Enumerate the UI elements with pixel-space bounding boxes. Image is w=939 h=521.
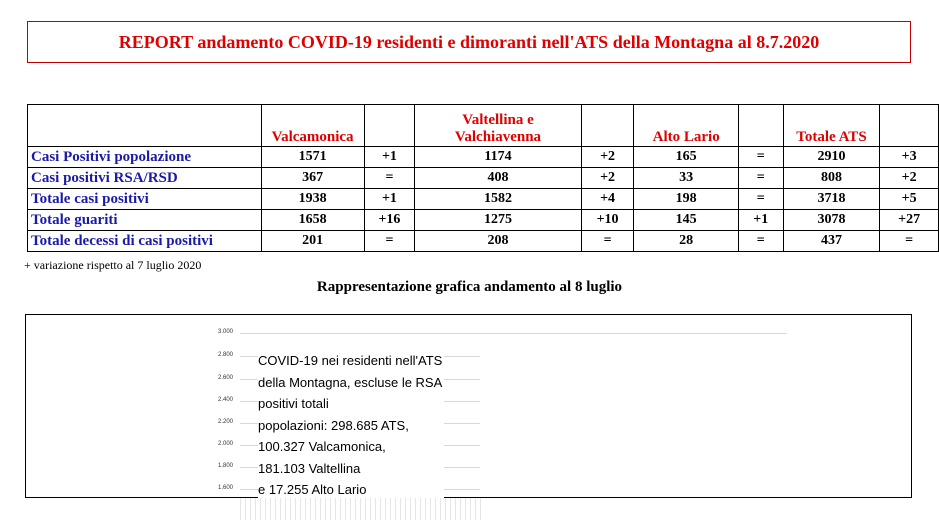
header-valtellina: Valtellina e Valchiavenna [415, 105, 581, 147]
table-cell: +3 [880, 147, 939, 168]
row-label: Totale decessi di casi positivi [28, 231, 262, 252]
header-totale-ats: Totale ATS [783, 105, 880, 147]
gridline [240, 333, 787, 334]
table-row [28, 231, 939, 252]
table-cell: = [738, 231, 783, 252]
table-cell: 2910 [783, 147, 880, 168]
table-cell: +4 [581, 189, 634, 210]
table-cell: 408 [415, 168, 581, 189]
y-tick-label: 2.800 [217, 352, 233, 358]
table-cell: = [880, 231, 939, 252]
header-cell [738, 105, 783, 147]
table-cell: +1 [364, 189, 415, 210]
report-table [27, 104, 939, 252]
report-title-box [27, 21, 911, 63]
table-row [28, 147, 939, 168]
chart-section-subtitle: Rappresentazione grafica andamento al 8 luglio [316, 279, 623, 295]
table-row [28, 210, 939, 231]
y-tick-label: 2.600 [217, 375, 233, 381]
table-cell: = [738, 168, 783, 189]
table-row [28, 168, 939, 189]
table-cell: 1571 [261, 147, 364, 168]
chart-description [258, 350, 444, 501]
table-cell: 437 [783, 231, 880, 252]
variation-note: + variazione rispetto al 7 luglio 2020 [24, 258, 202, 272]
chart-text-line: e 17.255 Alto Lario [258, 479, 368, 501]
table-cell: 808 [783, 168, 880, 189]
header-valcamonica: Valcamonica [261, 105, 364, 147]
table-cell: +1 [364, 147, 415, 168]
chart-frame [25, 314, 912, 498]
y-tick-label: 1.600 [217, 485, 233, 491]
table-cell: 1582 [415, 189, 581, 210]
header-cell [581, 105, 634, 147]
table-cell: 33 [634, 168, 738, 189]
chart-text-line: popolazioni: 298.685 ATS, [258, 415, 411, 437]
table-row [28, 189, 939, 210]
row-label: Totale casi positivi [28, 189, 262, 210]
y-tick-label: 3.000 [217, 329, 233, 335]
table-cell: +27 [880, 210, 939, 231]
table-header-row [28, 105, 939, 147]
table-cell: 198 [634, 189, 738, 210]
header-cell [880, 105, 939, 147]
header-cell [364, 105, 415, 147]
chart-text-line: positivi totali [258, 393, 331, 415]
table-cell: 3718 [783, 189, 880, 210]
table-cell: 28 [634, 231, 738, 252]
y-tick-label: 2.200 [217, 419, 233, 425]
table-cell: = [581, 231, 634, 252]
row-label: Casi Positivi popolazione [28, 147, 262, 168]
chart-axis-fragment [240, 498, 485, 520]
table-cell: 367 [261, 168, 364, 189]
table-cell: = [364, 168, 415, 189]
table-cell: +2 [581, 147, 634, 168]
table-cell: 1174 [415, 147, 581, 168]
table-cell: 1658 [261, 210, 364, 231]
table-cell: 1275 [415, 210, 581, 231]
report-title: REPORT andamento COVID-19 residenti e dimoranti nell'ATS della Montagna al 8.7.2020 [118, 31, 820, 52]
table-cell: 3078 [783, 210, 880, 231]
table-cell: +16 [364, 210, 415, 231]
table-cell: 165 [634, 147, 738, 168]
table-cell: = [738, 147, 783, 168]
table-cell: = [364, 231, 415, 252]
header-cell [28, 105, 262, 147]
table-cell: = [738, 189, 783, 210]
chart-text-line: della Montagna, escluse le RSA [258, 372, 444, 394]
table-cell: 208 [415, 231, 581, 252]
header-alto-lario: Alto Lario [634, 105, 738, 147]
table-cell: +5 [880, 189, 939, 210]
y-tick-label: 2.400 [217, 397, 233, 403]
row-label: Casi positivi RSA/RSD [28, 168, 262, 189]
table-cell: 1938 [261, 189, 364, 210]
table-cell: +10 [581, 210, 634, 231]
table-cell: +1 [738, 210, 783, 231]
table-cell: +2 [581, 168, 634, 189]
chart-text-line: 181.103 Valtellina [258, 458, 362, 480]
table-cell: 201 [261, 231, 364, 252]
chart-text-line: COVID-19 nei residenti nell'ATS [258, 350, 444, 372]
chart-text-line: 100.327 Valcamonica, [258, 436, 388, 458]
table-cell: +2 [880, 168, 939, 189]
row-label: Totale guariti [28, 210, 262, 231]
y-tick-label: 1.800 [217, 463, 233, 469]
y-tick-label: 2.000 [217, 441, 233, 447]
table-cell: 145 [634, 210, 738, 231]
